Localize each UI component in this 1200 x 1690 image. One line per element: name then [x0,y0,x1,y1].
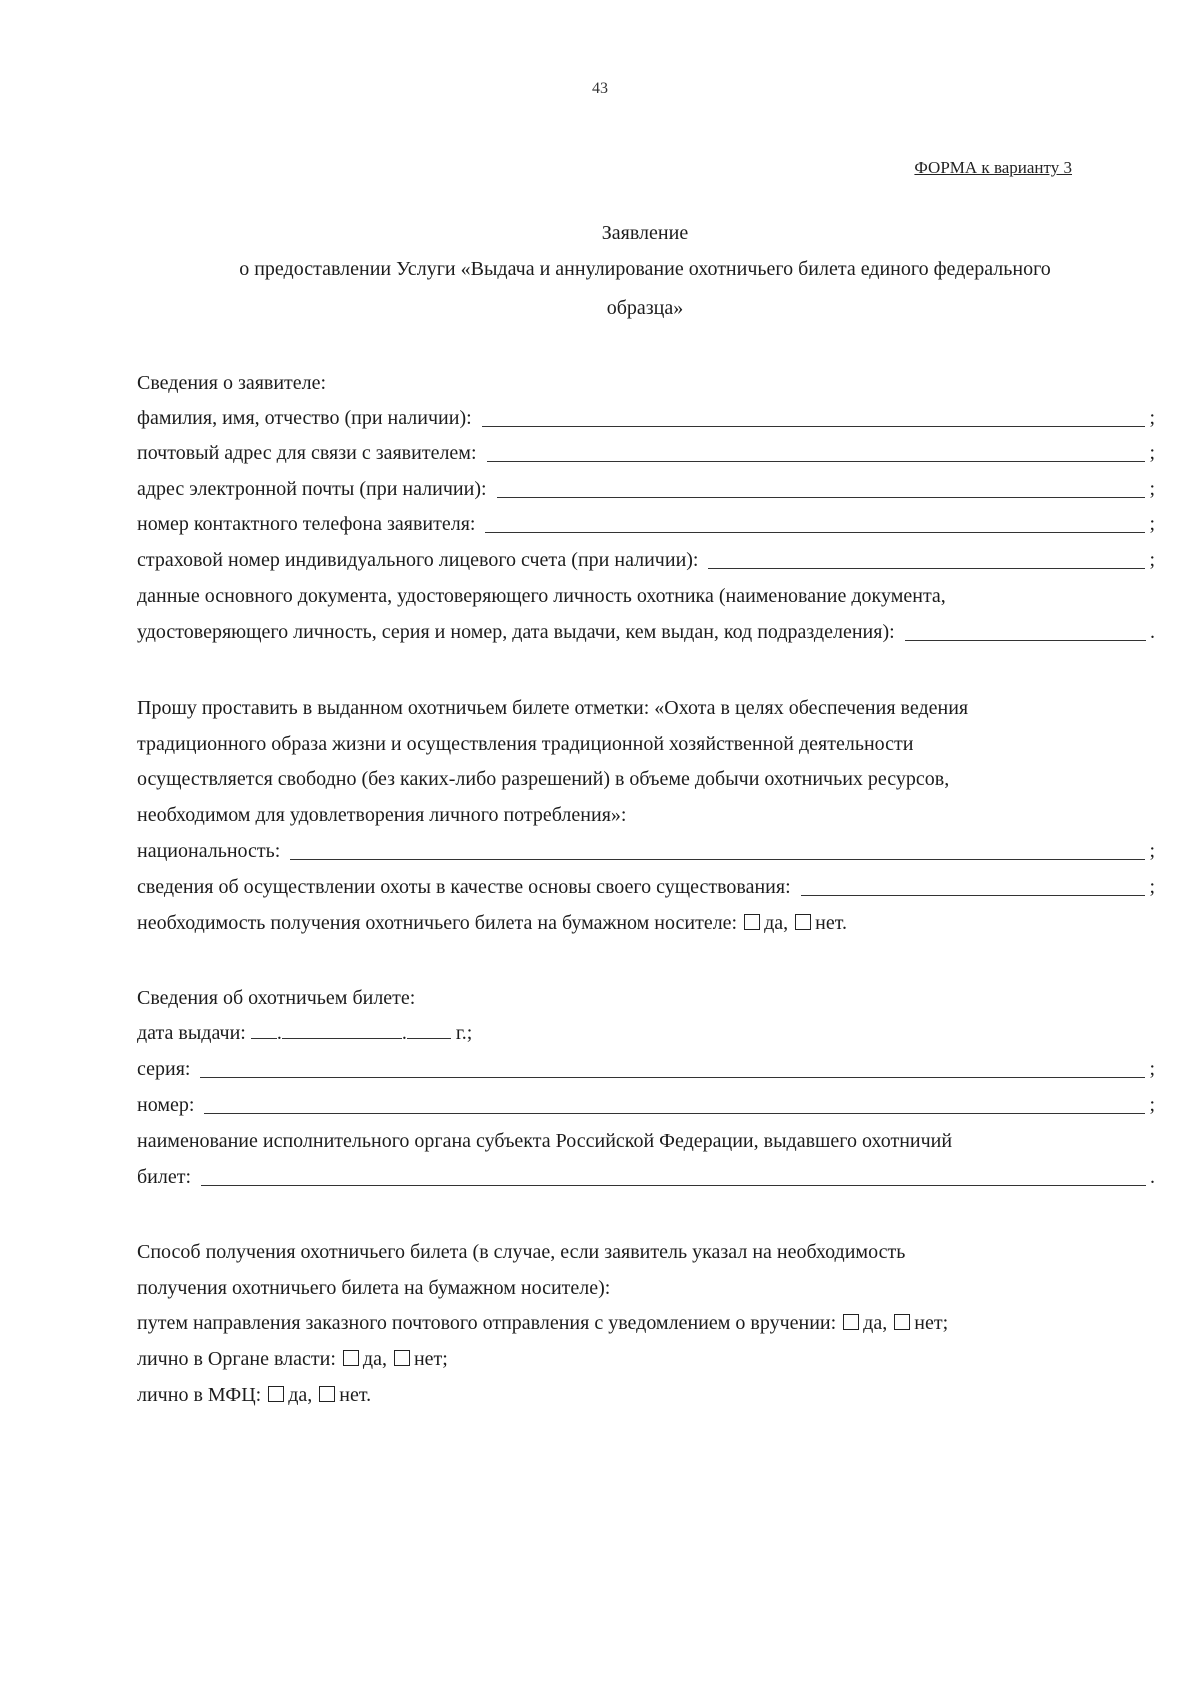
authority-line-1: наименование исполнительного органа субъекта Российской Федерации, выдавшего охотничий [137,1130,953,1152]
delivery-mfc-yes-checkbox[interactable] [268,1386,284,1402]
separator: ; [1149,442,1155,464]
separator: ; [1149,1094,1155,1116]
option-no-label: нет [413,1348,443,1370]
nationality-field[interactable] [290,858,1145,860]
separator: ; [1149,840,1155,862]
id-doc-field[interactable] [905,639,1146,641]
separator: ; [942,1312,949,1334]
document-subtitle-line-2: образца» [606,297,684,319]
page-number: 43 [592,80,608,97]
delivery-authority-no-checkbox[interactable] [394,1350,410,1366]
nationality-row [137,836,1155,866]
delivery-mail-yes-checkbox[interactable] [843,1314,859,1330]
request-paragraph-line-3: осуществляется свободно (без каких-либо разрешений) в объеме добычи охотничьих ресурсов, [137,768,950,790]
delivery-authority-row [137,1344,448,1374]
delivery-mail-label: путем направления заказного почтового отправления с уведомлением о вручении: [137,1312,837,1334]
separator: ; [1149,478,1155,500]
separator: . [842,912,847,934]
issue-year-field[interactable] [407,1020,451,1039]
option-no-label: нет [339,1384,367,1406]
series-field[interactable] [200,1076,1145,1078]
document-title: Заявление [601,222,689,244]
delivery-heading-line-2: получения охотничьего билета на бумажном носителе): [137,1277,611,1299]
id-doc-line-1: данные основного документа, удостоверяющего личность охотника (наименование документа, [137,585,946,607]
phone-field[interactable] [485,531,1145,533]
separator: ; [1149,513,1155,535]
paper-need-row [137,908,847,938]
option-no-label: нет [815,912,842,934]
id-doc-row [137,617,1155,647]
number-row [137,1090,1155,1120]
document-subtitle-line-1: о предоставлении Услуги «Выдача и аннулирование охотничьего билета единого федерального [239,258,1051,280]
option-yes-label: да, [362,1348,387,1370]
separator: ; [1149,549,1155,571]
number-field[interactable] [204,1112,1145,1114]
email-field[interactable] [497,496,1146,498]
separator: . [366,1384,372,1406]
request-paragraph-line-2: традиционного образа жизни и осуществления традиционной хозяйственной деятельности [137,733,914,755]
request-paragraph-line-1: Прошу проставить в выданном охотничьем билете отметки: «Охота в целях обеспечения ведения [137,697,969,719]
option-no-label: нет [914,1312,943,1334]
delivery-mfc-no-checkbox[interactable] [319,1386,335,1402]
paper-need-label: необходимость получения охотничьего билета на бумажном носителе: [137,912,738,934]
fio-label: фамилия, имя, отчество (при наличии): [137,407,472,429]
delivery-mfc-label: лично в МФЦ: [137,1384,262,1406]
separator: ; [1149,1058,1155,1080]
separator: . [1150,1166,1155,1188]
paper-need-no-checkbox[interactable] [795,914,811,930]
hunting-basis-field[interactable] [801,894,1146,896]
delivery-authority-label: лично в Органе власти: [137,1348,336,1370]
phone-label: номер контактного телефона заявителя: [137,513,476,535]
paper-need-yes-checkbox[interactable] [744,914,760,930]
authority-label: билет: [137,1166,192,1188]
applicant-heading: Сведения о заявителе: [137,372,327,394]
form-reference: ФОРМА к варианту 3 [914,158,1072,177]
request-paragraph-line-4: необходимом для удовлетворения личного потребления»: [137,804,627,826]
ticket-heading: Сведения об охотничьем билете: [137,987,416,1009]
delivery-mfc-row [137,1380,371,1410]
snils-row [137,545,1155,575]
separator: ; [442,1348,448,1370]
snils-field[interactable] [708,567,1145,569]
series-label: серия: [137,1058,191,1080]
hunting-basis-label: сведения об осуществлении охоты в качестве основы своего существования: [137,876,791,898]
delivery-mail-row [137,1308,948,1338]
fio-field[interactable] [482,425,1146,427]
email-row [137,474,1155,504]
issue-date-label: дата выдачи: [137,1022,246,1044]
separator: . [1150,621,1155,643]
option-yes-label: да, [764,912,789,934]
delivery-authority-yes-checkbox[interactable] [343,1350,359,1366]
postal-label: почтовый адрес для связи с заявителем: [137,442,477,464]
authority-field[interactable] [201,1184,1146,1186]
id-doc-label: удостоверяющего личность, серия и номер, дата выдачи, кем выдан, код подразделения): [137,621,895,643]
postal-field[interactable] [487,460,1146,462]
authority-row [137,1162,1155,1192]
number-label: номер: [137,1094,195,1116]
series-row [137,1054,1155,1084]
nationality-label: национальность: [137,840,281,862]
fio-row [137,403,1155,433]
option-yes-label: да, [863,1312,888,1334]
option-yes-label: да, [288,1384,313,1406]
phone-row [137,509,1155,539]
issue-month-field[interactable] [282,1020,402,1039]
delivery-heading-line-1: Способ получения охотничьего билета (в случае, если заявитель указал на необходимость [137,1241,906,1263]
separator: ; [1149,407,1155,429]
email-label: адрес электронной почты (при наличии): [137,478,487,500]
issue-day-field[interactable] [251,1020,277,1039]
separator: ; [1149,876,1155,898]
postal-row [137,438,1155,468]
delivery-mail-no-checkbox[interactable] [894,1314,910,1330]
year-suffix: г.; [455,1022,473,1044]
issue-date-row: дата выдачи: . . г.; [137,1022,473,1044]
hunting-basis-row [137,872,1155,902]
snils-label: страховой номер индивидуального лицевого счета (при наличии): [137,549,699,571]
